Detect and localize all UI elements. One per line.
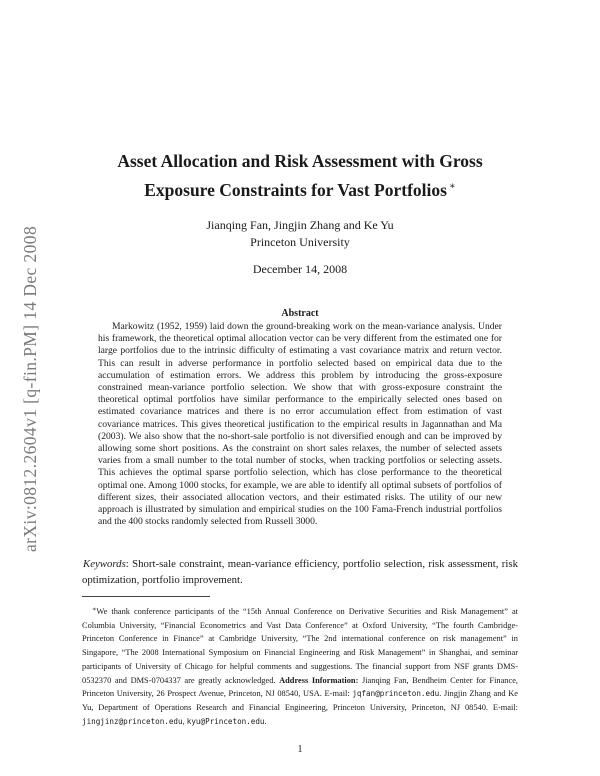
title-line-1: Asset Allocation and Risk Assessment with Gross [117,151,483,171]
footnote-end: . [264,716,267,726]
footnote-divider [82,596,210,597]
address-label: Address Information: [279,675,359,685]
footnote [82,603,518,728]
footnote-separator: , [182,716,185,726]
title-footnote-marker[interactable]: ∗ [448,181,456,192]
abstract-heading: Abstract [281,308,319,319]
email-link-fan[interactable]: jqfan@princeton.edu [352,689,440,699]
email-link-yu[interactable]: kyu@Princeton.edu [186,716,265,726]
abstract-text: Markowitz (1952, 1959) laid down the ground-breaking work on the mean-variance analysis. Under his framework, the theoretical optimal allocation vector can be very different from the estimated one for large portfolios due to the intrinsic difficulty of estimating a vast covariance matrix and return vector. This can result in adverse performance in portfolio selected based on empirical data due to the accumulation of estimation errors. We address this problem by introducing the gross-exposure constrained mean-variance portfolio selection. We show that with gross-exposure constraint the theoretical optimal portfolios have similar performance to the empirically selected ones based on estimated covariance matrices and there is no error accumulation effect from estimation of vast covariance matrices. This gives theoretical justification to the empirical results in Jagannathan and Ma (2003). We also show that the no-short-sale portfolio is not diversified enough and can be improved by allowing some short positions. As the constraint on short sales relaxes, the number of selected assets varies from a small number to the total number of stocks, when tracking portfolios or selecting assets. This achieves the optimal sparse portfolio selection, which has close performance to the theoretical optimal one. Among 1000 stocks, for example, we are able to identify all optimal subsets of portfolios of different sizes, their associated allocation vectors, and their estimated risks. The utility of our new approach is illustrated by simulation and empirical studies on the 100 Fama-French industrial portfolios and the 400 stocks randomly selected from Russell 3000. [98,321,502,528]
title-line-2 [60,174,540,203]
affiliation: Princeton University [250,235,350,249]
keywords: Keywords: Short-sale constraint, mean-variance efficiency, portfolio selection, risk assessment, risk optimization, portfolio improvement. [82,558,518,586]
footnote-address-1: Jianqing Fan, Bendheim Center for Finance, Princeton University, 26 Prospect Avenue, Princeton, NJ 08540, USA. E-mail: [82,675,519,699]
paper-title [60,148,540,203]
title-line-2-text: Exposure Constraints for Vast Portfolios [144,180,447,200]
authors: Jianqing Fan, Jingjin Zhang and Ke Yu [206,218,394,232]
arxiv-identifier-stamp: arXiv:0812.2604v1 [q-fin.PM] 14 Dec 2008 [20,225,40,552]
date: December 14, 2008 [252,262,348,276]
footnote-marker: ∗ [92,606,97,613]
footnote-address-2: . Jingjin Zhang and Ke Yu, Department of Operations Research and Financial Engineering, Princeton University, Princeton, NJ 08540. E-mail: [82,689,518,712]
page-number: 1 [297,744,303,755]
footnote-acknowledgements: We thank conference participants of the “15th Annual Conference on Derivative Securities and Risk Management” at Columbia University, “Financial Econometrics and Vast Data Conference” at Oxford University, “The fourth Cambridge-Princeton Conference in Finance” at Cambridge University, “The 2nd international conference on risk management” in Singapore, “The 2008 International Symposium on Financial Engineering and Risk Management” in Shanghai, and seminar participants of University of Chicago for helpful comments and suggestions. The financial support from NSF grants DMS-0532370 and DMS-0704337 are greatly acknowledged. [82,607,518,685]
email-link-zhang[interactable]: jingjinz@princeton.edu [82,716,183,726]
keywords-text: Short-sale constraint, mean-variance efficiency, portfolio selection, risk assessment, risk optimization, portfolio improvement. [82,558,518,586]
keywords-label: Keywords [83,558,126,570]
